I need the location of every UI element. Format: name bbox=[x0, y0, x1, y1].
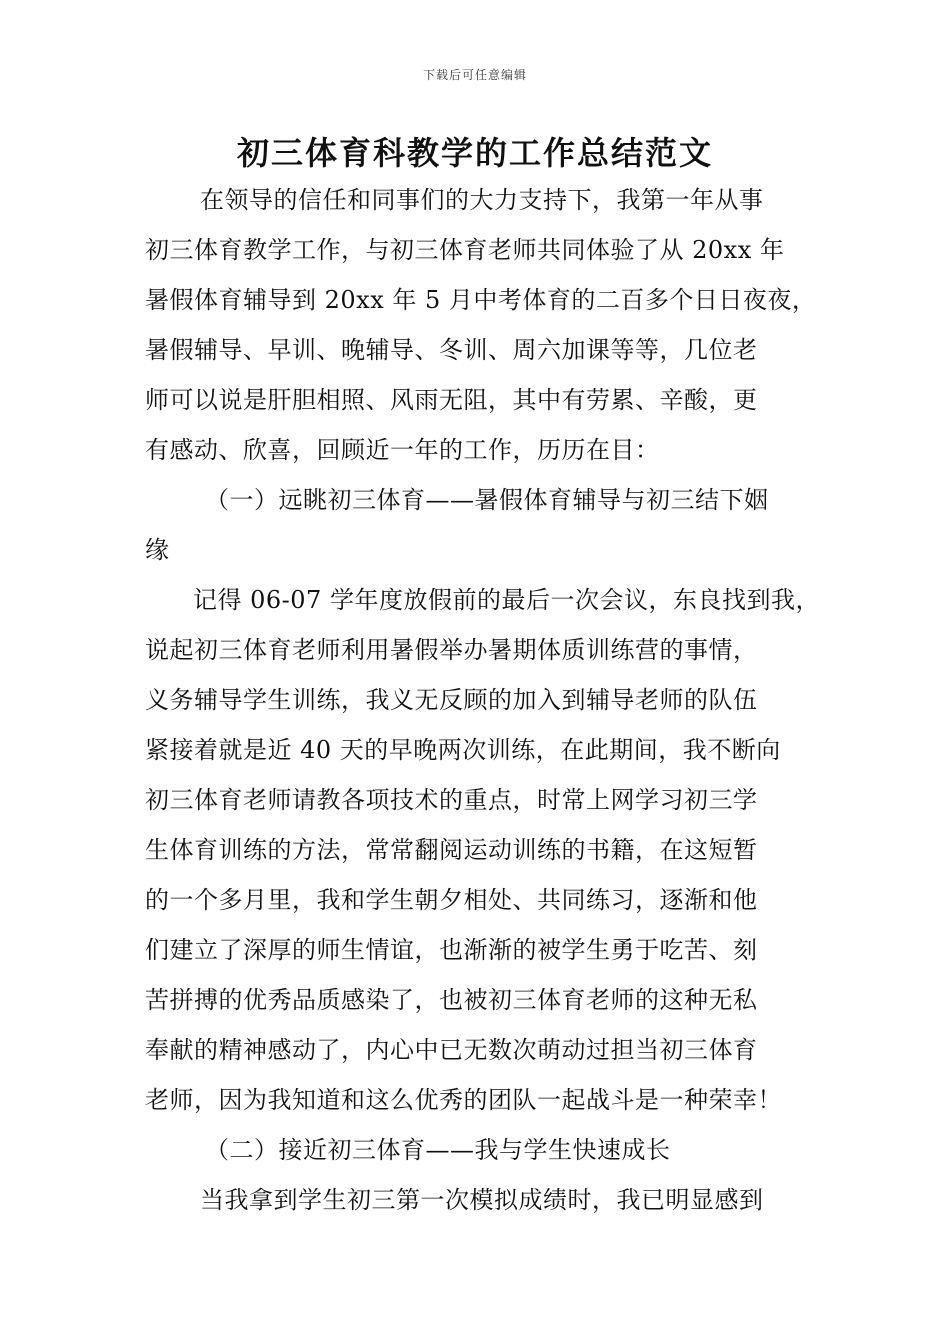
paragraph-line: 记得 06-07 学年度放假前的最后一次会议，东良找到我， bbox=[193, 586, 820, 614]
paragraph-line: 初三体育老师请教各项技术的重点，时常上网学习初三学 bbox=[145, 786, 758, 814]
document-body bbox=[145, 175, 820, 1225]
paragraph-line: 们建立了深厚的师生情谊，也渐渐的被学生勇于吃苦、刻 bbox=[145, 936, 758, 964]
paragraph-line: 在领导的信任和同事们的大力支持下，我第一年从事 bbox=[200, 186, 764, 214]
paragraph-line: 当我拿到学生初三第一次模拟成绩时，我已明显感到 bbox=[200, 1186, 764, 1214]
paragraph-line: 初三体育教学工作，与初三体育老师共同体验了从 20xx 年 bbox=[145, 236, 785, 264]
paragraph-line: 有感动、欣喜，回顾近一年的工作，历历在目： bbox=[145, 436, 660, 464]
paragraph-line: 老师，因为我知道和这么优秀的团队一起战斗是一种荣幸！ bbox=[145, 1086, 782, 1114]
section-heading-line: （一）远眺初三体育——暑假体育辅导与初三结下姻 bbox=[205, 486, 769, 514]
paragraph-line: 的一个多月里，我和学生朝夕相处、共同练习，逐渐和他 bbox=[145, 886, 758, 914]
document-title: 初三体育科教学的工作总结范文 bbox=[236, 134, 713, 172]
header-note: 下载后可任意编辑 bbox=[422, 68, 527, 82]
paragraph-line: 义务辅导学生训练，我义无反顾的加入到辅导老师的队伍 bbox=[145, 686, 758, 714]
paragraph-line: 说起初三体育老师利用暑假举办暑期体质训练营的事情， bbox=[145, 636, 758, 664]
section-heading-line: （二）接近初三体育——我与学生快速成长 bbox=[205, 1136, 671, 1164]
paragraph-line: 暑假辅导、早训、晚辅导、冬训、周六加课等等，几位老 bbox=[145, 336, 758, 364]
paragraph-line: 奉献的精神感动了，内心中已无数次萌动过担当初三体育 bbox=[145, 1036, 758, 1064]
paragraph-line: 生体育训练的方法，常常翻阅运动训练的书籍，在这短暂 bbox=[145, 836, 758, 864]
paragraph-line: 暑假体育辅导到 20xx 年 5 月中考体育的二百多个日日夜夜， bbox=[145, 286, 817, 314]
paragraph-line: 紧接着就是近 40 天的早晚两次训练，在此期间，我不断向 bbox=[145, 736, 781, 764]
section-heading-line: 缘 bbox=[145, 536, 170, 564]
paragraph-line: 苦拼搏的优秀品质感染了，也被初三体育老师的这种无私 bbox=[145, 986, 758, 1014]
paragraph-line: 师可以说是肝胆相照、风雨无阻，其中有劳累、辛酸，更 bbox=[145, 386, 758, 414]
